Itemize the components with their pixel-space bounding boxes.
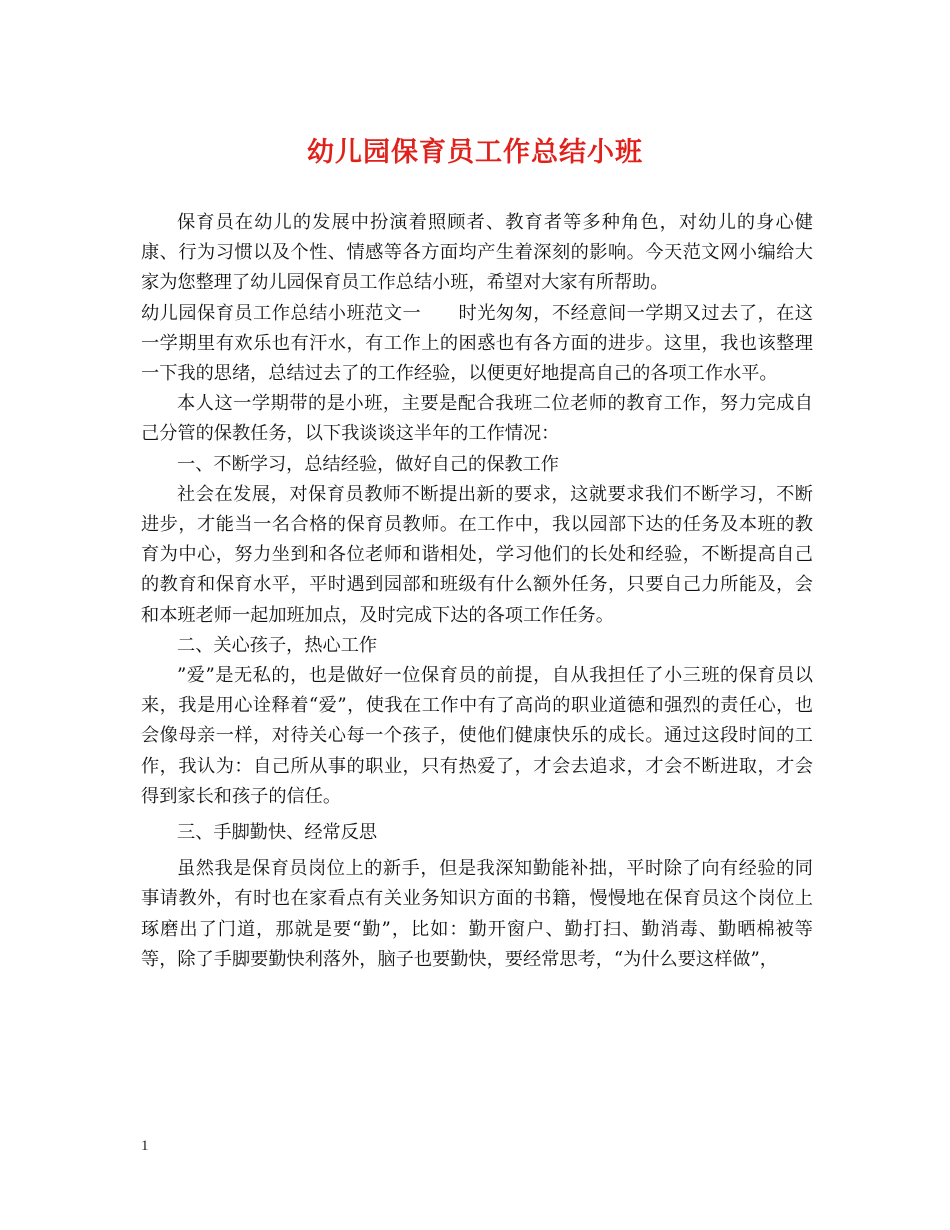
overview-paragraph: 本人这一学期带的是小班，主要是配合我班二位老师的教育工作，努力完成自己分管的保教任务，以下我谈谈这半年的工作情况：	[141, 393, 813, 445]
section-heading-2: 二、关心孩子，热心工作	[177, 634, 378, 656]
page-number: 1	[141, 1138, 149, 1154]
section-heading-1: 一、不断学习，总结经验，做好自己的保教工作	[177, 453, 559, 475]
section-heading-3: 三、手脚勤快、经常反思	[177, 822, 378, 844]
section-2-paragraph: ”爱”是无私的，也是做好一位保育员的前提，自从我担任了小三班的保育员以来，我是用心诠释着“爱”，使我在工作中有了高尚的职业道德和强烈的责任心，也会像母亲一样，对待关心每一个孩子，使他们健康快乐的成长。通过这段时间的工作，我认为：自己所从事的职业，只有热爱了，才会去追求，才会不断进取，才会得到家长和孩子的信任。	[141, 665, 813, 807]
section-3-paragraph: 虽然我是保育员岗位上的新手，但是我深知勤能补拙，平时除了向有经验的同事请教外，有时也在家看点有关业务知识方面的书籍，慢慢地在保育员这个岗位上琢磨出了门道，那就是要“勤”，比如：勤开窗户、勤打扫、勤消毒、勤晒棉被等等，除了手脚要勤快利落外，脑子也要勤快，要经常思考，“为什么要这样做”，	[141, 858, 813, 970]
document-body	[141, 208, 813, 975]
section-1-paragraph: 社会在发展，对保育员教师不断提出新的要求，这就要求我们不断学习，不断进步，才能当一名合格的保育员教师。在工作中，我以园部下达的任务及本班的教育为中心，努力坐到和各位老师和谐相处，学习他们的长处和经验，不断提高自己的教育和保育水平，平时遇到园部和班级有什么额外任务，只要自己力所能及，会和本班老师一起加班加点，及时完成下达的各项工作任务。	[141, 483, 813, 626]
sample-one-paragraph: 幼儿园保育员工作总结小班范文一 时光匆匆，不经意间一学期又过去了，在这一学期里有欢乐也有汗水，有工作上的困惑也有各方面的进步。这里，我也该整理一下我的思绪，总结过去了的工作经验，以便更好地提高自己的各项工作水平。	[141, 302, 813, 385]
document-title: 幼儿园保育员工作总结小班	[307, 137, 643, 168]
intro-paragraph: 保育员在幼儿的发展中扮演着照顾者、教育者等多种角色，对幼儿的身心健康、行为习惯以及个性、情感等各方面均产生着深刻的影响。今天范文网小编给大家为您整理了幼儿园保育员工作总结小班，希望对大家有所帮助。	[141, 212, 813, 294]
